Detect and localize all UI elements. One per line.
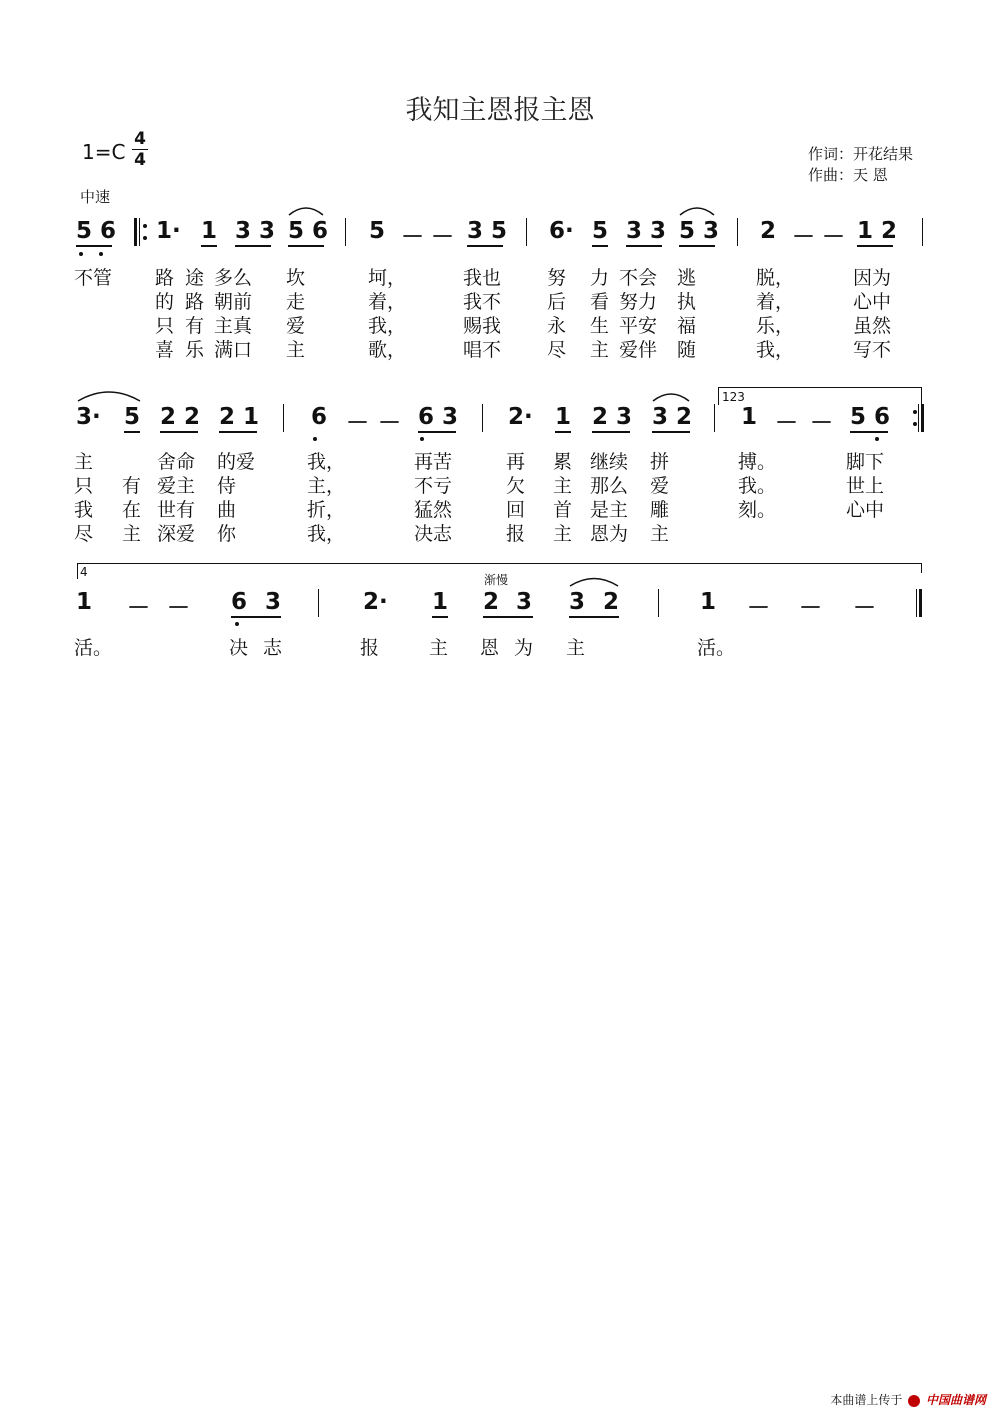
note: 5 <box>592 218 609 244</box>
dash: － <box>378 410 401 436</box>
dash: － <box>346 410 369 436</box>
lyric: 着， <box>756 291 795 313</box>
lyric: 后 <box>547 291 567 313</box>
lyric: 主 <box>650 523 670 545</box>
lyric: 永 <box>547 315 567 337</box>
dash: － <box>775 410 798 436</box>
time-signature-bottom: 4 <box>134 150 146 170</box>
note: 5 6 <box>288 218 329 244</box>
lyric: 恩为 <box>590 523 629 545</box>
dash: － <box>853 595 876 621</box>
lyric: 是主 <box>590 499 629 521</box>
lyric: 主， <box>307 475 346 497</box>
lyric: 刻。 <box>738 499 777 521</box>
note: 2· <box>363 589 388 615</box>
lyric: 坎 <box>286 267 306 289</box>
dash: － <box>792 224 815 250</box>
lyric: 决 <box>229 637 249 659</box>
dash: － <box>799 595 822 621</box>
lyric: 恩 <box>480 637 500 659</box>
lyric: 乐， <box>756 315 795 337</box>
lyric: 我， <box>756 339 795 361</box>
dash: － <box>401 224 424 250</box>
note: 1 2 <box>857 218 898 244</box>
note: 6 3 <box>418 404 459 430</box>
lyric: 再苦 <box>414 451 453 473</box>
lyric: 尽 <box>74 523 94 545</box>
note: 6 <box>231 589 248 615</box>
lyric: 爱 <box>650 475 670 497</box>
lyric: 主 <box>566 637 586 659</box>
lyric: 我。 <box>738 475 777 497</box>
dash: － <box>822 224 845 250</box>
note: 5 3 <box>679 218 720 244</box>
expression-marking: 渐慢 <box>484 573 509 587</box>
lyric: 多么 <box>214 267 253 289</box>
slur <box>567 574 621 588</box>
lyric: 决志 <box>414 523 453 545</box>
lyric: 只 <box>74 475 94 497</box>
lyric: 主真 <box>214 315 253 337</box>
lyric: 报 <box>506 523 526 545</box>
tempo-marking: 中速 <box>80 188 111 206</box>
lyric: 我， <box>307 451 346 473</box>
lyric: 主 <box>286 339 306 361</box>
lyric: 努力 <box>619 291 658 313</box>
volta-2-label: 4 <box>80 565 88 579</box>
lyric: 侍 <box>217 475 237 497</box>
lyric: 努 <box>547 267 567 289</box>
lyric: 路 <box>185 291 205 313</box>
note: 5 6 <box>850 404 891 430</box>
dash: － <box>127 595 150 621</box>
lyric: 主 <box>553 523 573 545</box>
site-logo-icon <box>908 1395 920 1407</box>
lyric: 唱不 <box>463 339 502 361</box>
lyric: 曲 <box>217 499 237 521</box>
note: 3 <box>516 589 533 615</box>
lyric: 不亏 <box>414 475 453 497</box>
lyric: 继续 <box>590 451 629 473</box>
note: 3 3 <box>235 218 276 244</box>
lyric: 随 <box>677 339 697 361</box>
lyric: 不会 <box>619 267 658 289</box>
note: 3 2 <box>652 404 693 430</box>
lyric: 活。 <box>697 637 736 659</box>
note: 2 <box>603 589 620 615</box>
lyric: 心中 <box>853 291 892 313</box>
note: 5 <box>124 404 141 430</box>
volta-1-label: 123 <box>722 390 745 404</box>
lyric: 途 <box>185 267 205 289</box>
lyric: 赐我 <box>463 315 502 337</box>
lyric: 雕 <box>650 499 670 521</box>
lyric: 在 <box>122 499 142 521</box>
lyric: 猛然 <box>414 499 453 521</box>
lyric: 有 <box>185 315 205 337</box>
lyric: 折， <box>307 499 346 521</box>
lyric: 喜 <box>155 339 175 361</box>
note: 5 <box>369 218 386 244</box>
note: 3 <box>265 589 282 615</box>
lyric: 虽然 <box>853 315 892 337</box>
lyric: 舍命 <box>157 451 196 473</box>
lyric: 平安 <box>619 315 658 337</box>
footer-text: 本曲谱上传于 <box>830 1393 903 1407</box>
slur <box>74 387 144 403</box>
lyric: 我， <box>368 315 407 337</box>
note: 1 <box>76 589 93 615</box>
lyric: 坷， <box>368 267 407 289</box>
note: 1 <box>741 404 758 430</box>
lyric: 只 <box>155 315 175 337</box>
composer-credit: 作曲：天 恩 <box>808 166 888 184</box>
lyric: 脱， <box>756 267 795 289</box>
note: 1· <box>156 218 181 244</box>
note: 3 <box>569 589 586 615</box>
lyric: 因为 <box>853 267 892 289</box>
lyric: 脚下 <box>846 451 885 473</box>
lyric: 尽 <box>547 339 567 361</box>
lyric: 爱 <box>286 315 306 337</box>
note: 1 <box>700 589 717 615</box>
lyric: 不管 <box>74 267 113 289</box>
lyricist-credit: 作词：开花结果 <box>808 145 914 163</box>
key-signature: 1=C <box>82 140 126 164</box>
note: 2 2 <box>160 404 201 430</box>
slur <box>677 203 717 217</box>
lyric: 心中 <box>846 499 885 521</box>
lyric: 首 <box>553 499 573 521</box>
note: 2 <box>760 218 777 244</box>
lyric: 主 <box>74 451 94 473</box>
lyric: 我 <box>74 499 94 521</box>
lyric: 歌， <box>368 339 407 361</box>
lyric: 走 <box>286 291 306 313</box>
lyric: 主 <box>429 637 449 659</box>
lyric: 我， <box>307 523 346 545</box>
lyric: 乐 <box>185 339 205 361</box>
lyric: 逃 <box>677 267 697 289</box>
lyric: 你 <box>217 523 237 545</box>
footer-credit <box>830 1391 986 1408</box>
time-signature <box>132 130 148 169</box>
note: 2 1 <box>219 404 260 430</box>
lyric: 世有 <box>157 499 196 521</box>
slur <box>650 389 692 403</box>
lyric: 我也 <box>463 267 502 289</box>
lyric: 执 <box>677 291 697 313</box>
lyric: 搏。 <box>738 451 777 473</box>
lyric: 生 <box>590 315 610 337</box>
dash: － <box>431 224 454 250</box>
lyric: 力 <box>590 267 610 289</box>
lyric: 志 <box>263 637 283 659</box>
lyric: 为 <box>514 637 534 659</box>
note: 1 <box>201 218 218 244</box>
note: 5 6 <box>76 218 117 244</box>
time-signature-top: 4 <box>134 129 146 149</box>
note: 2 <box>483 589 500 615</box>
lyric: 主 <box>590 339 610 361</box>
slur <box>286 203 326 217</box>
note: 2· <box>508 404 533 430</box>
lyric: 欠 <box>506 475 526 497</box>
score-title: 我知主恩报主恩 <box>405 95 595 126</box>
dash: － <box>167 595 190 621</box>
lyric: 路 <box>155 267 175 289</box>
lyric: 满口 <box>214 339 253 361</box>
dash: － <box>747 595 770 621</box>
lyric: 爱伴 <box>619 339 658 361</box>
lyric: 再 <box>506 451 526 473</box>
lyric: 的 <box>155 291 175 313</box>
lyric: 世上 <box>846 475 885 497</box>
lyric: 深爱 <box>157 523 196 545</box>
note: 3 5 <box>467 218 508 244</box>
lyric: 福 <box>677 315 697 337</box>
lyric: 主 <box>122 523 142 545</box>
lyric: 主 <box>553 475 573 497</box>
footer-site: 中国曲谱网 <box>925 1393 986 1407</box>
lyric: 看 <box>590 291 610 313</box>
lyric: 的爱 <box>217 451 256 473</box>
lyric: 朝前 <box>214 291 253 313</box>
lyric: 回 <box>506 499 526 521</box>
note: 6· <box>549 218 574 244</box>
note: 1 <box>555 404 572 430</box>
lyric: 有 <box>122 475 142 497</box>
lyric: 我不 <box>463 291 502 313</box>
lyric: 爱主 <box>157 475 196 497</box>
note: 6 <box>311 404 328 430</box>
lyric: 报 <box>360 637 380 659</box>
lyric: 着， <box>368 291 407 313</box>
lyric: 拼 <box>650 451 670 473</box>
lyric: 写不 <box>853 339 892 361</box>
note: 3· <box>76 404 101 430</box>
note: 2 3 <box>592 404 633 430</box>
lyric: 活。 <box>74 637 113 659</box>
lyric: 那么 <box>590 475 629 497</box>
note: 1 <box>432 589 449 615</box>
lyric: 累 <box>553 451 573 473</box>
note: 3 3 <box>626 218 667 244</box>
dash: － <box>810 410 833 436</box>
